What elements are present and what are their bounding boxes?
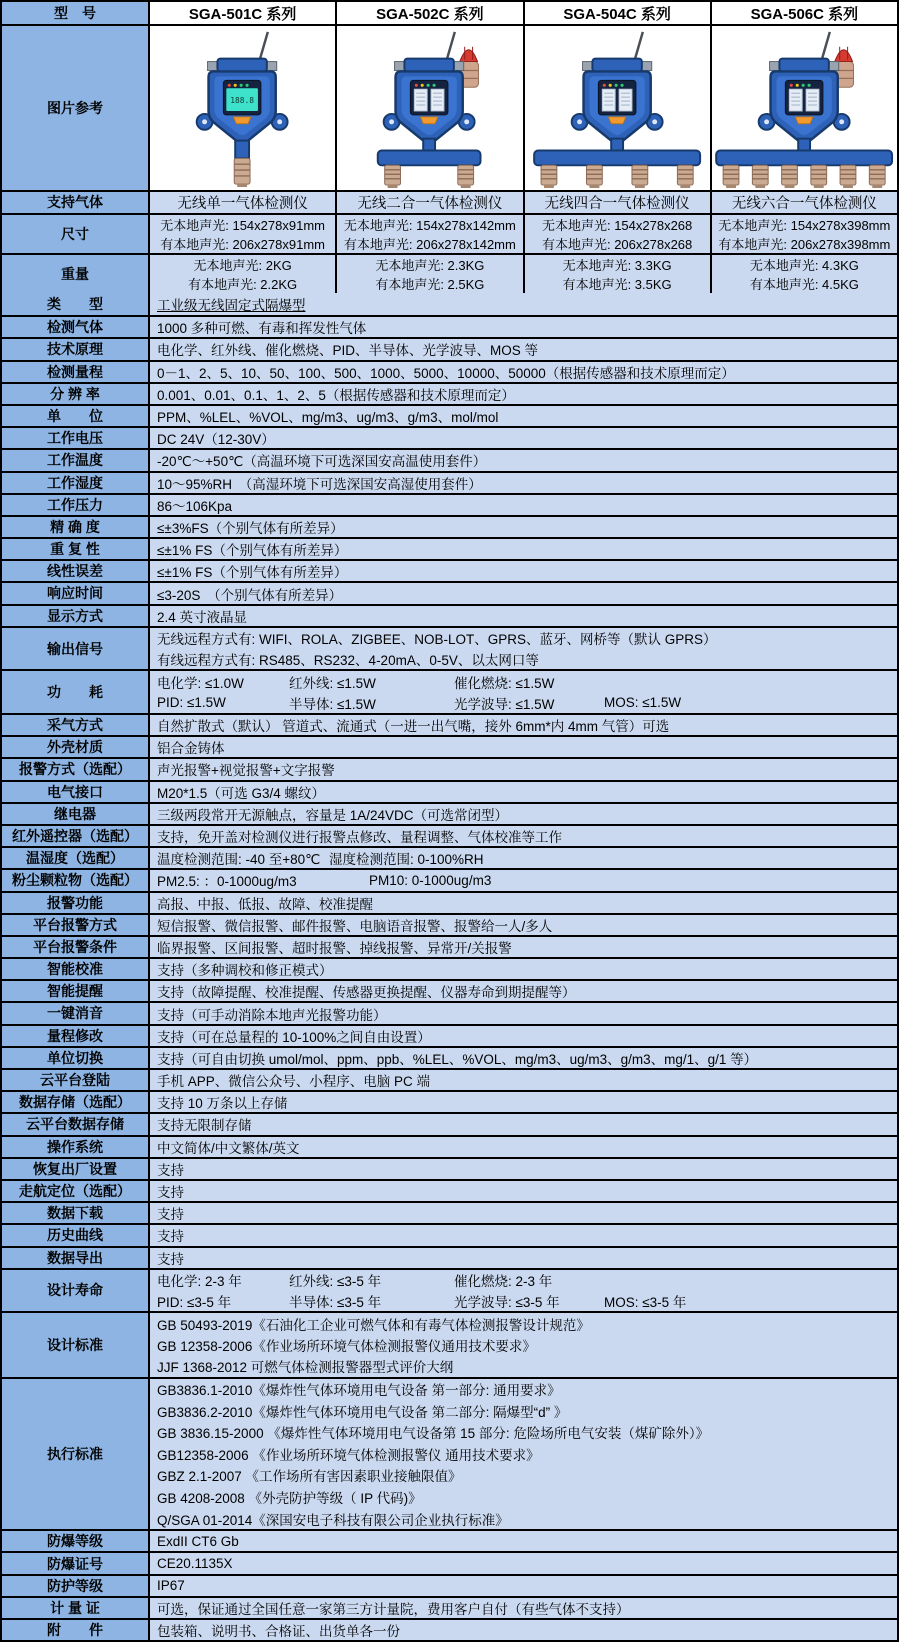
spec-value-line: GB 3836.15-2000 《爆炸性气体环境用电气设备第 15 部分: 危险场所电气安装（煤矿除外）》 [157,1426,710,1442]
spec-row-label: 数据导出 [2,1248,148,1268]
spec-row-label: 检测量程 [2,362,148,382]
spec-row-label: 平台报警条件 [2,937,148,957]
spec-value-line: GBZ 2.1-2007 《工作场所有害因素职业接触限值》 [157,1469,462,1485]
spec-value-line [150,692,897,713]
model-header-sga-502c: SGA-502C 系列 [335,2,522,24]
spec-value-segment: 半导体: ≤3-5 年 [289,1294,382,1310]
spec-value-line: CE20.1135X [157,1556,233,1572]
spec-row [2,426,897,448]
spec-row-label: 工作温度 [2,450,148,470]
weight-label: 重量 [2,255,148,293]
supported-gas-value: 无线单一气体检测仪 [148,192,335,213]
spec-value-segment: 半导体: ≤1.5W [289,696,376,712]
spec-row-value [148,1137,897,1157]
spec-value-line: GB 50493-2019《石油化工企业可燃气体和有毒气体检测报警设计规范》 [157,1317,590,1333]
spec-row-value [148,339,897,359]
spec-value-segment: PID: ≤3-5 年 [157,1294,232,1310]
spec-row-value [148,1379,897,1530]
spec-value-segment: 湿度检测范围: 0-100%RH [329,852,484,868]
spec-value-line: 工业级无线固定式隔爆型 [157,298,306,314]
spec-row-label: 历史曲线 [2,1225,148,1245]
spec-row-value [148,362,897,382]
spec-row [2,315,897,337]
gas-detector-6-sensors-beacon-icon [712,26,897,190]
spec-value-segment: PID: ≤1.5W [157,695,226,711]
spec-row [2,1090,897,1112]
gas-detector-4-sensors-icon [525,26,710,190]
spec-row [2,1157,897,1179]
spec-row [2,1246,897,1268]
spec-row-label: 平台报警方式 [2,915,148,935]
weight-value: 无本地声光: 2.3KG 有本地声光: 2.5KG [335,255,522,293]
spec-row-value [148,782,897,802]
spec-row [2,735,897,757]
svg-text:188.8: 188.8 [230,96,255,106]
spec-value-line: 支持（故障提醒、校准提醒、传感器更换提醒、仪器寿命到期提醒等） [157,985,576,1001]
spec-row [2,1046,897,1068]
spec-row-label: 执行标准 [2,1379,148,1530]
spec-row-label: 防爆证号 [2,1553,148,1573]
spec-row-value [148,1531,897,1551]
spec-row [2,1135,897,1157]
spec-row [2,891,897,913]
dimensions-row [2,213,897,253]
spec-row-label: 操作系统 [2,1137,148,1157]
spec-value-line: ExdII CT6 Gb [157,1533,239,1549]
spec-row-value [148,1203,897,1223]
spec-value-line: 0－1、2、5、10、50、100、500、1000、5000、10000、50000（根据传感器和技术原理而定） [157,365,735,381]
spec-value-line: 支持无限制存储 [157,1118,252,1134]
supported-gas-value: 无线六合一气体检测仪 [710,192,897,213]
spec-value-line: 高报、中报、低报、故障、校准提醒 [157,896,373,912]
product-image-sga-504c [523,26,710,190]
spec-row-label: 走航定位（选配） [2,1181,148,1201]
spec-value-line: 支持 [157,1185,184,1201]
spec-row-value [148,539,897,559]
spec-value-line: JJF 1368-2012 可燃气体检测报警器型式评价大纲 [157,1360,454,1376]
dimensions-label: 尺寸 [2,215,148,253]
spec-value-line: ≤±1% FS（个别气体有所差异） [157,565,348,581]
spec-row-value [148,1003,897,1023]
spec-value-segment: PM2.5: ：0-1000ug/m3 [157,874,297,890]
spec-row [2,935,897,957]
spec-row [2,471,897,493]
spec-row-label: 云平台登陆 [2,1070,148,1090]
spec-row-label: 报警方式（选配） [2,759,148,779]
spec-row-label: 功 耗 [2,671,148,713]
spec-value-line: 1000 多种可燃、有毒和挥发性气体 [157,321,367,337]
spec-value-line: 临界报警、区间报警、超时报警、掉线报警、异常开/关报警 [157,940,512,956]
spec-value-line: GB 4208-2008 《外壳防护等级（ IP 代码)》 [157,1491,422,1506]
spec-row-label: 一键消音 [2,1003,148,1023]
spec-row-value [148,1048,897,1068]
spec-row-label: 数据下载 [2,1203,148,1223]
spec-value-line: GB3836.1-2010《爆炸性气体环境用电气设备 第一部分: 通用要求》 [157,1383,561,1399]
spec-value-line: 0.001、0.01、0.1、1、2、5（根据传感器和技术原理而定） [157,387,515,403]
spec-value-line: 有线远程方式有: RS485、RS232、4-20mA、0-5V、以太网口等 [157,653,539,668]
spec-row-value [148,915,897,935]
spec-row-label: 精 确 度 [2,517,148,537]
spec-value-line: GB12358-2006 《作业场所环境气体检测报警仪 通用技术要求》 [157,1447,540,1463]
spec-value-line: 支持 10 万条以上存储 [157,1096,288,1112]
spec-row [2,1551,897,1573]
weight-value: 无本地声光: 2KG 有本地声光: 2.2KG [148,255,335,293]
spec-value-line: 支持（可自由切换 umol/mol、ppm、ppb、%LEL、%VOL、mg/m3、ug/m3、g/m3、mg/1、g/1 等） [157,1051,758,1067]
spec-value-segment: 光学波导: ≤3-5 年 [454,1294,560,1310]
spec-row-value [148,893,897,913]
spec-row [2,559,897,581]
spec-row-value [148,606,897,626]
spec-row [2,604,897,626]
spec-row-label: 红外遥控器（选配） [2,826,148,846]
spec-row-label: 量程修改 [2,1026,148,1046]
spec-row-label: 智能提醒 [2,981,148,1001]
spec-row-label: 云平台数据存储 [2,1114,148,1134]
spec-row-value [148,804,897,824]
spec-row-label: 工作压力 [2,495,148,515]
spec-value-segment: 电化学: ≤1.0W [157,675,244,691]
spec-row-value [148,561,897,581]
spec-row-label: 电气接口 [2,782,148,802]
spec-row-value [148,450,897,470]
dimensions-value: 无本地声光: 154x278x398mm 有本地声光: 206x278x398mm [710,215,897,253]
gas-detector-1-sensor-icon [150,26,335,190]
spec-row [2,913,897,935]
spec-value-line: PPM、%LEL、%VOL、mg/m3、ug/m3、g/m3、mol/mol [157,410,499,426]
spec-value-line: 电化学、红外线、催化燃烧、PID、半导体、光学波导、MOS 等 [157,343,539,359]
spec-value-segment: 温度检测范围: -40 至+80℃ [157,852,321,868]
spec-row-label: 继电器 [2,804,148,824]
gas-detector-2-sensors-beacon-icon [337,26,522,190]
spec-value-line: 可选，保证通过全国任意一家第三方计量院，费用客户自付（有些气体不支持） [157,1601,630,1617]
spec-row-value [148,981,897,1001]
spec-row-value [148,1553,897,1573]
spec-row-value [148,1313,897,1376]
spec-row-label: 防护等级 [2,1576,148,1596]
spec-value-line: 86～106Kpa [157,498,233,514]
spec-row-value [148,826,897,846]
spec-row [2,757,897,779]
spec-value-line: ≤3-20S （个别气体有所差异） [157,587,343,603]
spec-value-line: 自然扩散式（默认） 管道式、流通式（一进一出气嘴，接外 6mm*内 4mm 气管）可选 [157,719,670,735]
spec-row [2,868,897,890]
spec-value-line: 包装箱、说明书、合格证、出货单各一份 [157,1624,400,1640]
spec-row [2,448,897,470]
spec-row-label: 外壳材质 [2,737,148,757]
spec-row-value [148,959,897,979]
spec-value-line: 铝合金铸体 [157,741,225,757]
model-header-sga-504c: SGA-504C 系列 [523,2,710,24]
spec-row-label: 设计标准 [2,1313,148,1376]
spec-value-line: 支持（可在总量程的 10-100%之间自由设置） [157,1029,431,1045]
spec-row-label: 工作湿度 [2,473,148,493]
spec-row-value [148,1159,897,1179]
supported-gas-value: 无线四合一气体检测仪 [523,192,710,213]
spec-value-line: 支持 [157,1229,184,1245]
spec-row [2,626,897,670]
spec-row-label: 工作电压 [2,428,148,448]
spec-row-value [148,1092,897,1112]
spec-row [2,669,897,713]
spec-row-label: 显示方式 [2,606,148,626]
spec-value-line: -20℃～+50℃（高温环境下可选深国安高温使用套件） [157,454,487,470]
spec-row-label: 数据存储（选配） [2,1092,148,1112]
spec-value-line: M20*1.5（可选 G3/4 螺纹） [157,785,326,801]
spec-row [2,1574,897,1596]
supported-gas-row [2,190,897,213]
spec-value-line: 手机 APP、微信公众号、小程序、电脑 PC 端 [157,1074,431,1090]
model-header-sga-501c: SGA-501C 系列 [148,2,335,24]
spec-row-label: 输出信号 [2,628,148,670]
spec-row-value [148,848,897,868]
spec-row-label: 报警功能 [2,893,148,913]
supported-gas-value: 无线二合一气体检测仪 [335,192,522,213]
spec-row-value [148,293,897,315]
product-image-sga-501c [148,26,335,190]
spec-value-line: 中文简体/中文繁体/英文 [157,1140,300,1156]
spec-row [2,1529,897,1551]
spec-row-value [148,937,897,957]
spec-value-line [150,1290,897,1311]
spec-value-line [150,1270,897,1291]
spec-row-value [148,1598,897,1618]
spec-value-line [150,870,897,890]
weight-value: 无本地声光: 3.3KG 有本地声光: 3.5KG [523,255,710,293]
weight-value: 无本地声光: 4.3KG 有本地声光: 4.5KG [710,255,897,293]
product-image-sga-502c [335,26,522,190]
spec-value-segment: MOS: ≤1.5W [604,695,682,711]
spec-row-label: 温湿度（选配） [2,848,148,868]
spec-row [2,1068,897,1090]
weight-row [2,253,897,293]
spec-row [2,1024,897,1046]
spec-row-label: 类 型 [2,293,148,315]
spec-value-line: 2.4 英寸液晶显 [157,609,248,625]
spec-value-segment: 催化燃烧: 2-3 年 [454,1274,553,1290]
product-image-sga-506c [710,26,897,190]
spec-value-line: 10～95%RH （高湿环境下可选深国安高湿使用套件） [157,476,482,492]
spec-value-segment: 红外线: ≤1.5W [289,675,376,691]
spec-value-line: GB3836.2-2010《爆炸性气体环境用电气设备 第二部分: 隔爆型“d” 》 [157,1404,568,1420]
spec-row-value [148,1225,897,1245]
spec-value-segment: 光学波导: ≤1.5W [454,696,555,712]
spec-row-value [148,1620,897,1640]
spec-row-value [148,583,897,603]
spec-row-label: 检测气体 [2,317,148,337]
spec-row-label: 粉尘颗粒物（选配） [2,870,148,890]
spec-row-value [148,737,897,757]
spec-row-label: 采气方式 [2,715,148,735]
spec-row [2,824,897,846]
spec-value-line: ≤±3%FS（个别气体有所差异） [157,520,344,536]
spec-value-segment: 电化学: 2-3 年 [157,1274,242,1290]
spec-row-value [148,1181,897,1201]
spec-row-value [148,428,897,448]
spec-row-value [148,1270,897,1312]
spec-value-line [150,671,897,692]
spec-value-line: ≤±1% FS（个别气体有所差异） [157,543,348,559]
spec-row-value [148,671,897,713]
spec-row-value [148,1026,897,1046]
spec-row-label: 重 复 性 [2,539,148,559]
product-image-row [2,24,897,190]
spec-value-line: Q/SGA 01-2014《深国安电子科技有限公司企业执行标准》 [157,1512,509,1528]
image-row-label: 图片参考 [2,26,148,190]
spec-row [2,780,897,802]
spec-row [2,1268,897,1312]
dimensions-value: 无本地声光: 154x278x142mm 有本地声光: 206x278x142mm [335,215,522,253]
spec-value-segment: 红外线: ≤3-5 年 [289,1274,382,1290]
spec-value-line [150,848,897,868]
spec-row-value [148,384,897,404]
spec-row [2,537,897,559]
spec-row-value [148,1576,897,1596]
spec-row [2,1112,897,1134]
spec-row-value [148,1248,897,1268]
spec-value-line: GB 12358-2006《作业场所环境气体检测报警仪通用技术要求》 [157,1338,536,1354]
spec-row [2,1618,897,1640]
spec-row-label: 技术原理 [2,339,148,359]
spec-row [2,1201,897,1223]
model-header-row [2,2,897,24]
spec-row [2,979,897,1001]
spec-row-value [148,317,897,337]
spec-row [2,493,897,515]
spec-row-label: 智能校准 [2,959,148,979]
spec-value-line: 声光报警+视觉报警+文字报警 [157,763,335,779]
spec-row-label: 单位切换 [2,1048,148,1068]
spec-value-line: 支持（多种调校和修正模式） [157,963,333,979]
model-header-label: 型 号 [2,2,148,24]
spec-value-segment: 催化燃烧: ≤1.5W [454,675,555,691]
spec-value-segment: PM10: 0-1000ug/m3 [369,872,492,888]
spec-row-value [148,870,897,890]
spec-row-value [148,628,897,670]
spec-row [2,802,897,824]
spec-row-label: 单 位 [2,406,148,426]
spec-value-line: 支持 [157,1207,184,1223]
spec-row-label: 响应时间 [2,583,148,603]
spec-row [2,846,897,868]
spec-row [2,1179,897,1201]
spec-value-segment: MOS: ≤3-5 年 [604,1294,687,1310]
spec-row [2,581,897,603]
dimensions-value: 无本地声光: 154x278x91mm 有本地声光: 206x278x91mm [148,215,335,253]
spec-row [2,404,897,426]
spec-value-line: 无线远程方式有: WIFI、ROLA、ZIGBEE、NOB-LOT、GPRS、蓝牙、网桥等（默认 GPRS） [157,632,717,648]
spec-row-value [148,406,897,426]
spec-row [2,1223,897,1245]
spec-row [2,1377,897,1530]
spec-row-value [148,759,897,779]
spec-row-label: 计 量 证 [2,1598,148,1618]
spec-value-line: 支持，免开盖对检测仪进行报警点修改、量程调整、气体校准等工作 [157,830,562,846]
spec-row-label: 设计寿命 [2,1270,148,1312]
spec-row-value [148,1070,897,1090]
spec-value-line: 支持 [157,1251,184,1267]
spec-row [2,515,897,537]
spec-row [2,957,897,979]
spec-row-label: 线性误差 [2,561,148,581]
spec-row-label: 分 辨 率 [2,384,148,404]
model-header-sga-506c: SGA-506C 系列 [710,2,897,24]
spec-row [2,337,897,359]
spec-row [2,382,897,404]
spec-row-value [148,1114,897,1134]
spec-value-line: DC 24V（12-30V） [157,432,275,448]
spec-value-line: 支持（可手动消除本地声光报警功能） [157,1007,387,1023]
spec-row-label: 恢复出厂设置 [2,1159,148,1179]
spec-row [2,713,897,735]
spec-row [2,1311,897,1376]
spec-row-value [148,473,897,493]
spec-row [2,1001,897,1023]
dimensions-value: 无本地声光: 154x278x268 有本地声光: 206x278x268 [523,215,710,253]
spec-row [2,1596,897,1618]
spec-value-line: 短信报警、微信报警、邮件报警、电脑语音报警、报警给一人/多人 [157,918,553,934]
spec-row-label: 附 件 [2,1620,148,1640]
spec-value-line: 支持 [157,1162,184,1178]
spec-row-label: 防爆等级 [2,1531,148,1551]
spec-row [2,293,897,315]
spec-row-value [148,517,897,537]
spec-row-value [148,715,897,735]
spec-value-line: IP67 [157,1578,185,1594]
supported-gas-label: 支持气体 [2,192,148,213]
spec-row [2,360,897,382]
spec-row-value [148,495,897,515]
spec-value-line: 三级两段常开无源触点，容量是 1A/24VDC（可选常闭型） [157,807,509,823]
